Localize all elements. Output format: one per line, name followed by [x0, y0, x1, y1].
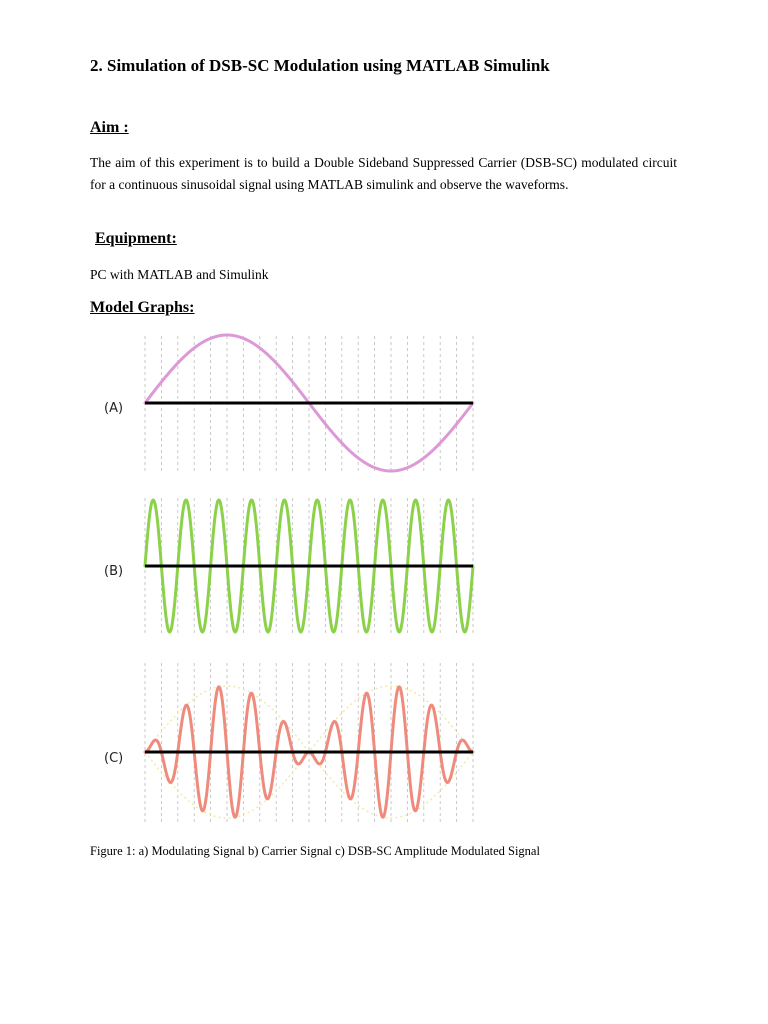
- aim-heading: Aim :: [90, 119, 129, 136]
- waveforms: [145, 335, 473, 817]
- page-title: 2. Simulation of DSB-SC Modulation using MATLAB Simulink: [90, 56, 550, 75]
- figure-caption: Figure 1: a) Modulating Signal b) Carrier Signal c) DSB-SC Amplitude Modulated Signal: [90, 844, 540, 858]
- equipment-heading: Equipment:: [95, 230, 177, 247]
- waveform-figure: [95, 328, 485, 830]
- aim-paragraph: The aim of this experiment is to build a Double Sideband Suppressed Carrier (DSB-SC) modulated circuit for a continuous sinusoidal signal using MATLAB simulink and observe the waveforms.: [90, 155, 677, 192]
- model-graphs-heading: Model Graphs:: [90, 299, 195, 316]
- graph-label-a: (A): [104, 401, 124, 416]
- equipment-paragraph: PC with MATLAB and Simulink: [90, 267, 269, 282]
- model-graphs-figure: [95, 328, 485, 830]
- graph-label-b: (B): [104, 564, 124, 579]
- graph-label-c: (C): [104, 751, 124, 766]
